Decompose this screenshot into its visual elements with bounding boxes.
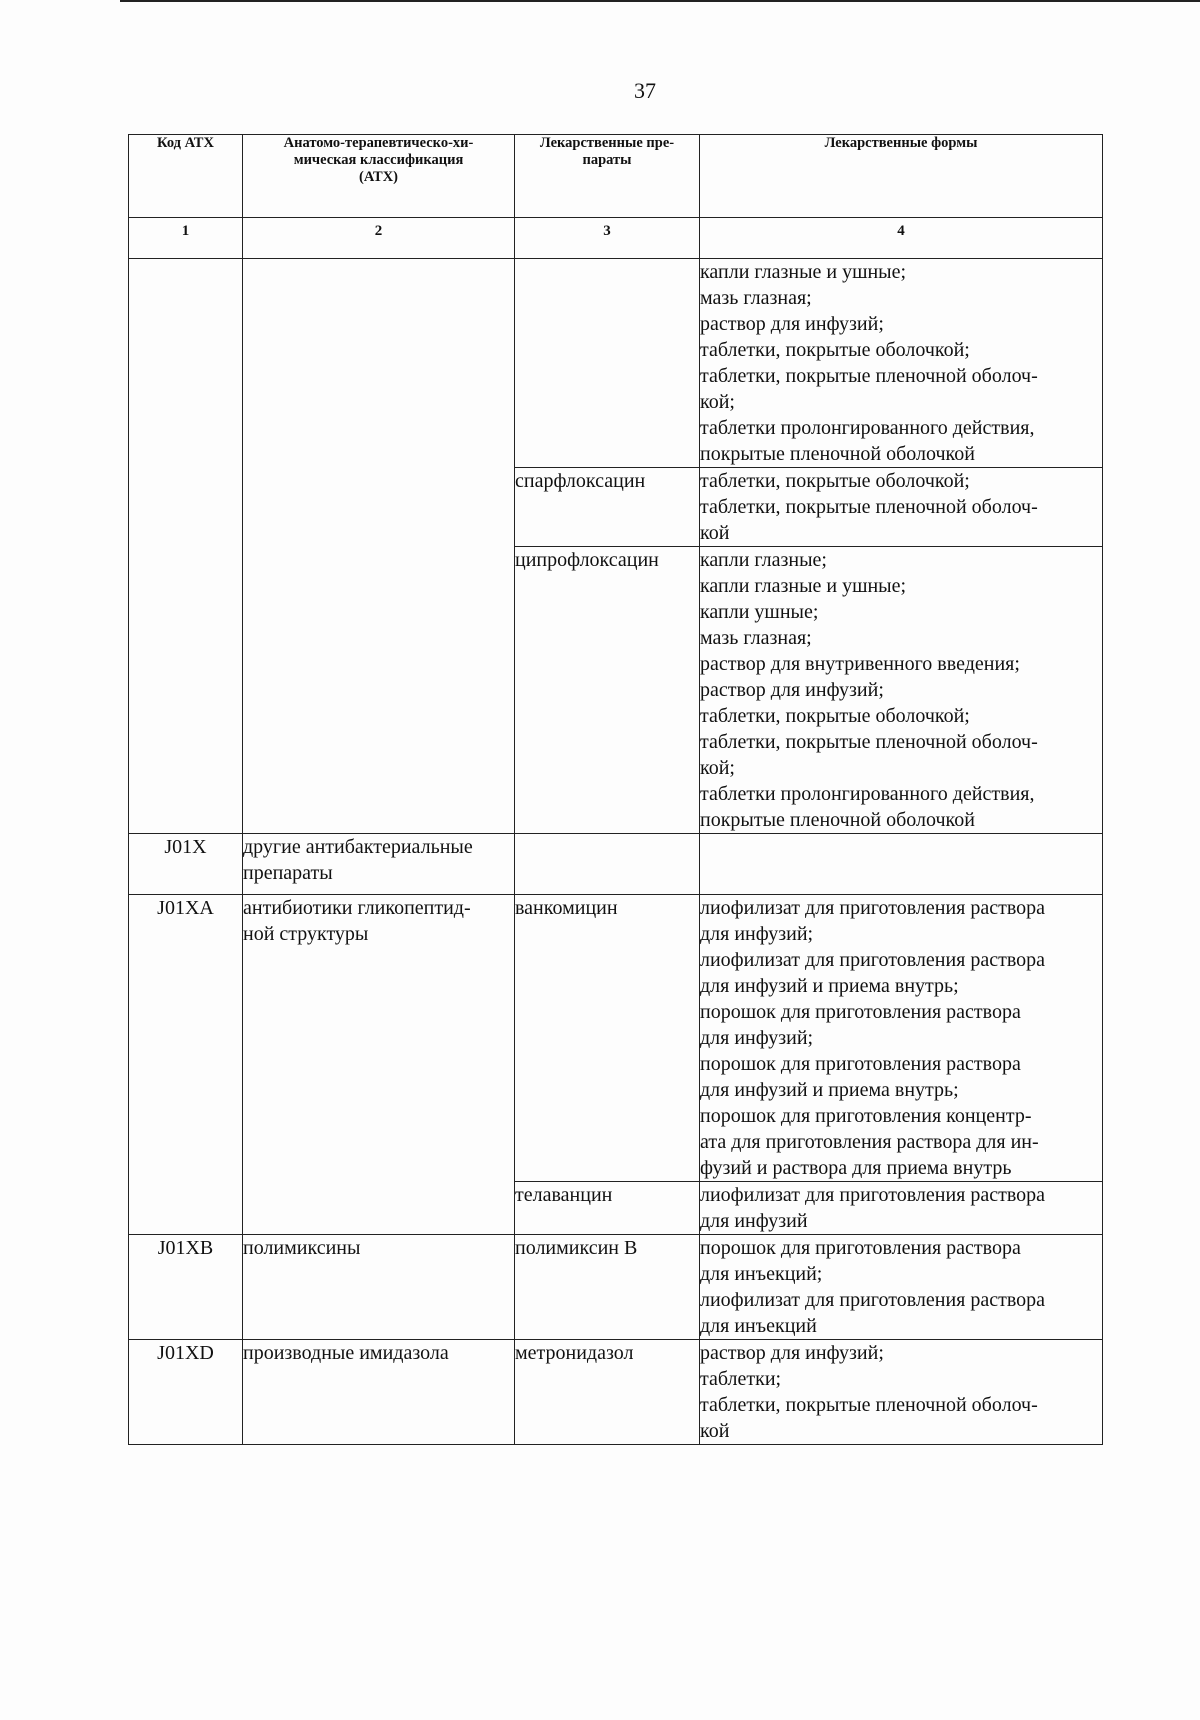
form-line: капли ушные; (700, 601, 819, 623)
page-top-edge-line (120, 0, 1200, 2)
form-line: таблетки пролонгированного действия, (700, 783, 1035, 805)
form-line: для инфузий; (700, 1027, 814, 1049)
form-line: ата для приготовления раствора для ин- (700, 1131, 1039, 1153)
atx-code-cell: J01XD (129, 1340, 243, 1445)
header-classification (243, 135, 515, 218)
form-line: капли глазные и ушные; (700, 261, 907, 283)
column-number: 4 (700, 218, 1103, 259)
atx-code-cell: J01XB (129, 1235, 243, 1340)
dosage-forms-cell (700, 547, 1103, 834)
form-line: раствор для внутривенного введения; (700, 653, 1020, 675)
form-line: кой; (700, 391, 735, 413)
form-line: для инфузий и приема внутрь; (700, 975, 959, 997)
header-line: параты (582, 152, 632, 168)
form-line: таблетки, покрытые пленочной оболоч- (700, 365, 1038, 387)
form-line: таблетки, покрытые пленочной оболоч- (700, 496, 1038, 518)
form-line: порошок для приготовления раствора (700, 1237, 1021, 1259)
table-row (129, 834, 1103, 895)
form-line: лиофилизат для приготовления раствора (700, 949, 1046, 971)
drug-cell-empty (515, 259, 700, 468)
column-number: 3 (515, 218, 700, 259)
classification-line: полимиксины (243, 1237, 361, 1259)
form-line: капли глазные и ушные; (700, 575, 907, 597)
form-line: мазь глазная; (700, 287, 812, 309)
drug-cell-empty (515, 834, 700, 895)
form-line: порошок для приготовления концентр- (700, 1105, 1032, 1127)
form-line: таблетки, покрытые пленочной оболоч- (700, 1394, 1038, 1416)
classification-cell (243, 1235, 515, 1340)
form-line: для инъекций; (700, 1263, 823, 1285)
form-line: таблетки, покрытые оболочкой; (700, 705, 970, 727)
form-line: для инфузий и приема внутрь; (700, 1079, 959, 1101)
drug-cell: спарфлоксацин (515, 468, 700, 547)
form-line: таблетки; (700, 1368, 782, 1390)
form-line: для инфузий; (700, 923, 814, 945)
form-line: капли глазные; (700, 549, 827, 571)
classification-line: препараты (243, 862, 333, 884)
form-line: мазь глазная; (700, 627, 812, 649)
form-line: таблетки, покрытые оболочкой; (700, 339, 970, 361)
header-line: мическая классификация (293, 152, 464, 168)
drug-cell: телаванцин (515, 1182, 700, 1235)
header-atx-code: Код АТХ (129, 135, 243, 218)
header-line: Анатомо-терапевтическо-хи- (283, 135, 474, 151)
drug-cell: полимиксин В (515, 1235, 700, 1340)
header-dosage-forms: Лекарственные формы (700, 135, 1103, 218)
form-line: для инъекций (700, 1315, 817, 1337)
atx-code-cell: J01X (129, 834, 243, 895)
form-line: раствор для инфузий; (700, 1342, 884, 1364)
dosage-forms-cell-empty (700, 834, 1103, 895)
column-number-row (129, 218, 1103, 259)
form-line: лиофилизат для приготовления раствора (700, 1184, 1046, 1206)
form-line: фузий и раствора для приема внутрь (700, 1157, 1012, 1179)
header-line: (АТХ) (359, 169, 398, 185)
header-line: Лекарственные пре- (539, 135, 675, 151)
classification-cell (243, 1340, 515, 1445)
form-line: раствор для инфузий; (700, 313, 884, 335)
form-line: лиофилизат для приготовления раствора (700, 897, 1046, 919)
form-line: порошок для приготовления раствора (700, 1053, 1021, 1075)
atx-code-cell-empty (129, 259, 243, 834)
dosage-forms-cell (700, 259, 1103, 468)
table-row (129, 1235, 1103, 1340)
classification-line: другие антибактериальные (243, 836, 473, 858)
column-number: 2 (243, 218, 515, 259)
table-header-row (129, 135, 1103, 218)
dosage-forms-cell (700, 468, 1103, 547)
form-line: лиофилизат для приготовления раствора (700, 1289, 1046, 1311)
form-line: покрытые пленочной оболочкой (700, 809, 975, 831)
table-row (129, 895, 1103, 1182)
form-line: таблетки пролонгированного действия, (700, 417, 1035, 439)
drug-cell: метронидазол (515, 1340, 700, 1445)
classification-cell (243, 834, 515, 895)
dosage-forms-cell (700, 895, 1103, 1182)
form-line: кой; (700, 757, 735, 779)
classification-line: ной структуры (243, 923, 369, 945)
drug-cell: ципрофлоксацин (515, 547, 700, 834)
classification-cell-empty (243, 259, 515, 834)
column-number: 1 (129, 218, 243, 259)
form-line: покрытые пленочной оболочкой (700, 443, 975, 465)
classification-cell (243, 895, 515, 1235)
table-row (129, 259, 1103, 468)
header-drugs (515, 135, 700, 218)
form-line: таблетки, покрытые пленочной оболоч- (700, 731, 1038, 753)
page-number: 37 (634, 78, 656, 103)
dosage-forms-cell (700, 1235, 1103, 1340)
atx-classification-table (128, 134, 1103, 1445)
form-line: кой (700, 1420, 730, 1442)
classification-line: антибиотики гликопептид- (243, 897, 471, 919)
form-line: таблетки, покрытые оболочкой; (700, 470, 970, 492)
dosage-forms-cell (700, 1340, 1103, 1445)
form-line: раствор для инфузий; (700, 679, 884, 701)
table-row (129, 1340, 1103, 1445)
atx-code-cell: J01XA (129, 895, 243, 1235)
form-line: порошок для приготовления раствора (700, 1001, 1021, 1023)
form-line: кой (700, 522, 730, 544)
drug-cell: ванкомицин (515, 895, 700, 1182)
form-line: для инфузий (700, 1210, 808, 1232)
dosage-forms-cell (700, 1182, 1103, 1235)
classification-line: производные имидазола (243, 1342, 449, 1364)
